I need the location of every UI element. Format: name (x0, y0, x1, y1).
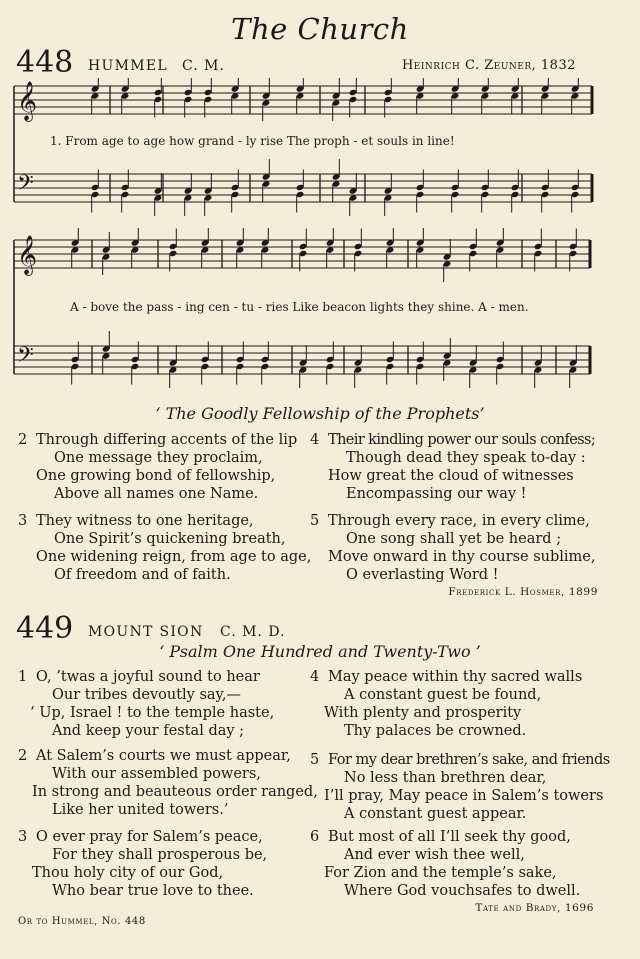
hymn-number: 448 (16, 45, 74, 80)
stanza (18, 512, 311, 584)
svg-text:𝄞: 𝄞 (17, 81, 38, 121)
stanza-line: A constant guest appear. (344, 806, 527, 822)
stanza-line: One widening reign, from age to age, (36, 549, 312, 565)
stanza (18, 828, 267, 900)
verse-number: 2 (18, 748, 28, 764)
stanza-line: Like her united towers.’ (52, 802, 229, 818)
hymn-448-header (16, 46, 616, 80)
stanza-line: And ever wish thee well, (344, 847, 525, 863)
stanza-line: Where God vouchsafes to dwell. (344, 883, 581, 899)
stanza (18, 747, 318, 819)
running-title: The Church (231, 12, 409, 46)
footnote: Or to Hummel, No. 448 (18, 916, 146, 927)
stanza (18, 431, 297, 503)
verse-number: 3 (18, 829, 28, 845)
stanza-line: For my dear brethren’s sake, and friends (328, 752, 610, 768)
stanza-line: Our tribes devoutly say,— (52, 687, 241, 703)
hymn-449-header (16, 612, 616, 646)
stanza-line: For they shall prosperous be, (52, 847, 268, 863)
stanza-line: They witness to one heritage, (36, 513, 254, 529)
hymn-449-subtitle: ‘ Psalm One Hundred and Twenty-Two ’ (159, 642, 481, 661)
music-system-1 (0, 78, 640, 218)
stanza-line: And keep your festal day ; (52, 723, 245, 739)
stanza-line: No less than brethren dear, (344, 770, 547, 786)
stanza-line: O, ’twas a joyful sound to hear (36, 669, 260, 685)
meter: C. M. (182, 58, 225, 74)
stanza-line: Their kindling power our souls confess; (328, 432, 596, 448)
stanza-line: Thy palaces be crowned. (344, 723, 527, 739)
author-attribution: Frederick L. Hosmer, 1899 (448, 586, 598, 598)
stanza-line: But most of all I’ll seek thy good, (328, 829, 571, 845)
stanza-line: Encompassing our way ! (346, 486, 527, 502)
stanza-line: ‘ Up, Israel ! to the temple haste, (30, 705, 275, 721)
verse-number: 1 (18, 669, 28, 685)
stanza-line: One song shall yet be heard ; (346, 531, 562, 547)
stanza-line: With plenty and prosperity (324, 705, 522, 721)
stanza (310, 751, 610, 823)
verse-number: 6 (310, 829, 320, 845)
tune-name: MOUNT SION (88, 624, 204, 640)
stanza-line: Above all names one Name. (54, 486, 259, 502)
stanza-line: O everlasting Word ! (346, 567, 499, 583)
stanza-line: Through differing accents of the lip (36, 432, 298, 448)
stanza (18, 668, 274, 740)
stanza-line: Through every race, in every clime, (328, 513, 590, 529)
stanza-line: A constant guest be found, (344, 687, 542, 703)
verse-number: 3 (18, 513, 28, 529)
verse-number: 4 (310, 669, 320, 685)
stanza-line: Of freedom and of faith. (54, 567, 231, 583)
verse-number: 2 (18, 432, 28, 448)
stanza (310, 431, 595, 503)
stanza-line: May peace within thy sacred walls (328, 669, 583, 685)
stanza-line: One growing bond of fellowship, (36, 468, 276, 484)
lyric-line-2: A - bove the pass - ing cen - tu - ries Like beacon lights they shine. A - men. (70, 300, 529, 314)
stanza-line: Move onward in thy course sublime, (328, 549, 596, 565)
stanza (310, 828, 580, 900)
composer: Heinrich C. Zeuner, 1832 (401, 58, 576, 73)
svg-text:𝄢: 𝄢 (17, 343, 34, 373)
verse-number: 4 (310, 432, 320, 448)
meter: C. M. D. (220, 624, 286, 640)
stanza-line: At Salem’s courts we must appear, (36, 748, 291, 764)
stanza-line: Thou holy city of our God, (32, 865, 224, 881)
author-attribution: Tate and Brady, 1696 (475, 902, 594, 914)
lyric-line-1: 1. From age to age how grand - ly rise The proph - et souls in line! (50, 134, 455, 148)
stanza-line: Though dead they speak to-day : (346, 450, 586, 466)
verse-number: 5 (310, 752, 320, 768)
stanza-line: Who bear true love to thee. (52, 883, 254, 899)
svg-text:𝄢: 𝄢 (17, 171, 34, 201)
hymn-448-subtitle: ‘ The Goodly Fellowship of the Prophets’ (155, 404, 485, 423)
stanza-line: In strong and beauteous order ranged, (32, 784, 318, 800)
stanza-line: I’ll pray, May peace in Salem’s towers (324, 788, 604, 804)
stanza-line: O ever pray for Salem’s peace, (36, 829, 263, 845)
stanza (310, 512, 596, 584)
stanza-line: How great the cloud of witnesses (328, 468, 574, 484)
svg-text:𝄞: 𝄞 (17, 235, 38, 275)
stanza-line: For Zion and the temple’s sake, (324, 865, 557, 881)
stanza-line: One message they proclaim, (54, 450, 263, 466)
verse-number: 5 (310, 513, 320, 529)
stanza (310, 668, 582, 740)
stanza-line: One Spirit’s quickening breath, (54, 531, 286, 547)
stanza-line: With our assembled powers, (52, 766, 261, 782)
hymn-number: 449 (16, 611, 74, 646)
tune-name: HUMMEL (88, 58, 168, 74)
